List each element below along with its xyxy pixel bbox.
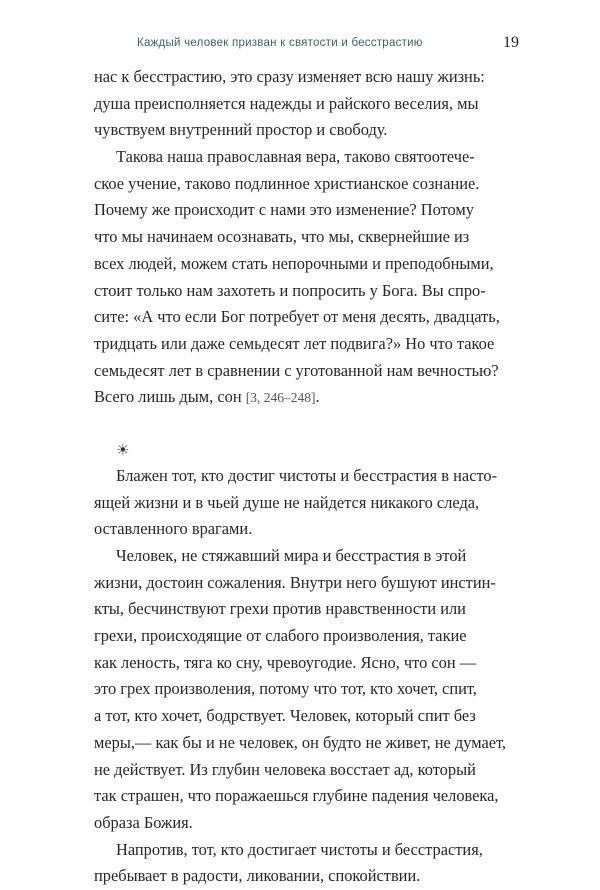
paragraph-4 [94,543,514,837]
section-divider-icon: ☀ [116,440,130,459]
text-line: Напротив, тот, кто достигает чистоты и бесстрастия, [116,839,483,859]
text-segment: Всего лишь дым, сон [94,387,242,407]
text-line: Такова наша православная вера, таково святоотече- [116,147,475,167]
text-line: сите: «А что если Бог потребует от меня десять, двадцать, [94,307,500,327]
text-line: семьдесят лет в сравнении с уготованной нам вечностью? [94,360,499,380]
text-line: Блажен тот, кто достиг чистоты и бесстрастия в насто- [116,465,498,485]
running-title: Каждый человек призван к святости и бесстрастию [137,37,423,49]
text-line: меры,— как бы и не человек, он будто не живет, не думает, [94,732,507,752]
text-line: грехи, происходящие от слабого произволения, такие [94,626,467,646]
main-text [94,64,514,890]
text-line: кты, бесчинствуют грехи против нравственности или [94,599,466,619]
section-spacer [94,411,514,437]
text-line: Почему же происходит с нами это изменение? Потому [94,200,474,220]
text-line: так страшен, что поражаешься глубине падения человека, [94,786,499,806]
text-line-with-reference [94,384,514,411]
running-head [0,34,600,53]
page-number: 19 [503,34,519,51]
text-line: образа Божия. [94,812,193,832]
text-line: это грех произволения, потому что тот, кто хочет, спит, [94,679,477,699]
text-line: тридцать или даже семьдесят лет подвига?» Но что такое [94,333,495,353]
text-line: ящей жизни и в чьей душе не найдется никакого следа, [94,492,480,512]
text-line: стоит только нам захотеть и попросить у Бога. Вы спро- [94,280,486,300]
paragraph-1 [94,64,514,144]
paragraph-3 [94,463,514,543]
text-segment: . [315,387,320,407]
text-line: как леность, тяга ко сну, чревоугодие. Ясно, что сон — [94,652,477,672]
text-line: оставленного врагами. [94,519,253,539]
text-line: нас к бесстрастию, это сразу изменяет всю нашу жизнь: [94,67,485,86]
citation-reference: [3, 246–248] [245,390,316,406]
text-line: пребывает в радости, ликовании, спокойствии. [94,866,421,886]
text-line: душа преисполняется надежды и райского веселия, мы [94,93,479,113]
text-line: ское учение, таково подлинное христианское сознание. [94,173,480,193]
text-line: чувствуем внутренний простор и свободу. [94,120,388,140]
text-line: Человек, не стяжавший мира и бесстрастия в этой [116,546,467,565]
text-line: всех людей, можем стать непорочными и преподобными, [94,253,494,273]
text-line: что мы начинаем осознавать, что мы, сквернейшие из [94,227,470,247]
paragraph-5 [94,837,514,890]
text-line: а тот, кто хочет, бодрствует. Человек, который спит без [94,706,476,726]
text-line: не действует. Из глубин человека восстает ад, который [94,759,476,779]
paragraph-2 [94,144,514,411]
text-line: жизни, достоин сожаления. Внутри него бушуют инстин- [94,572,496,592]
